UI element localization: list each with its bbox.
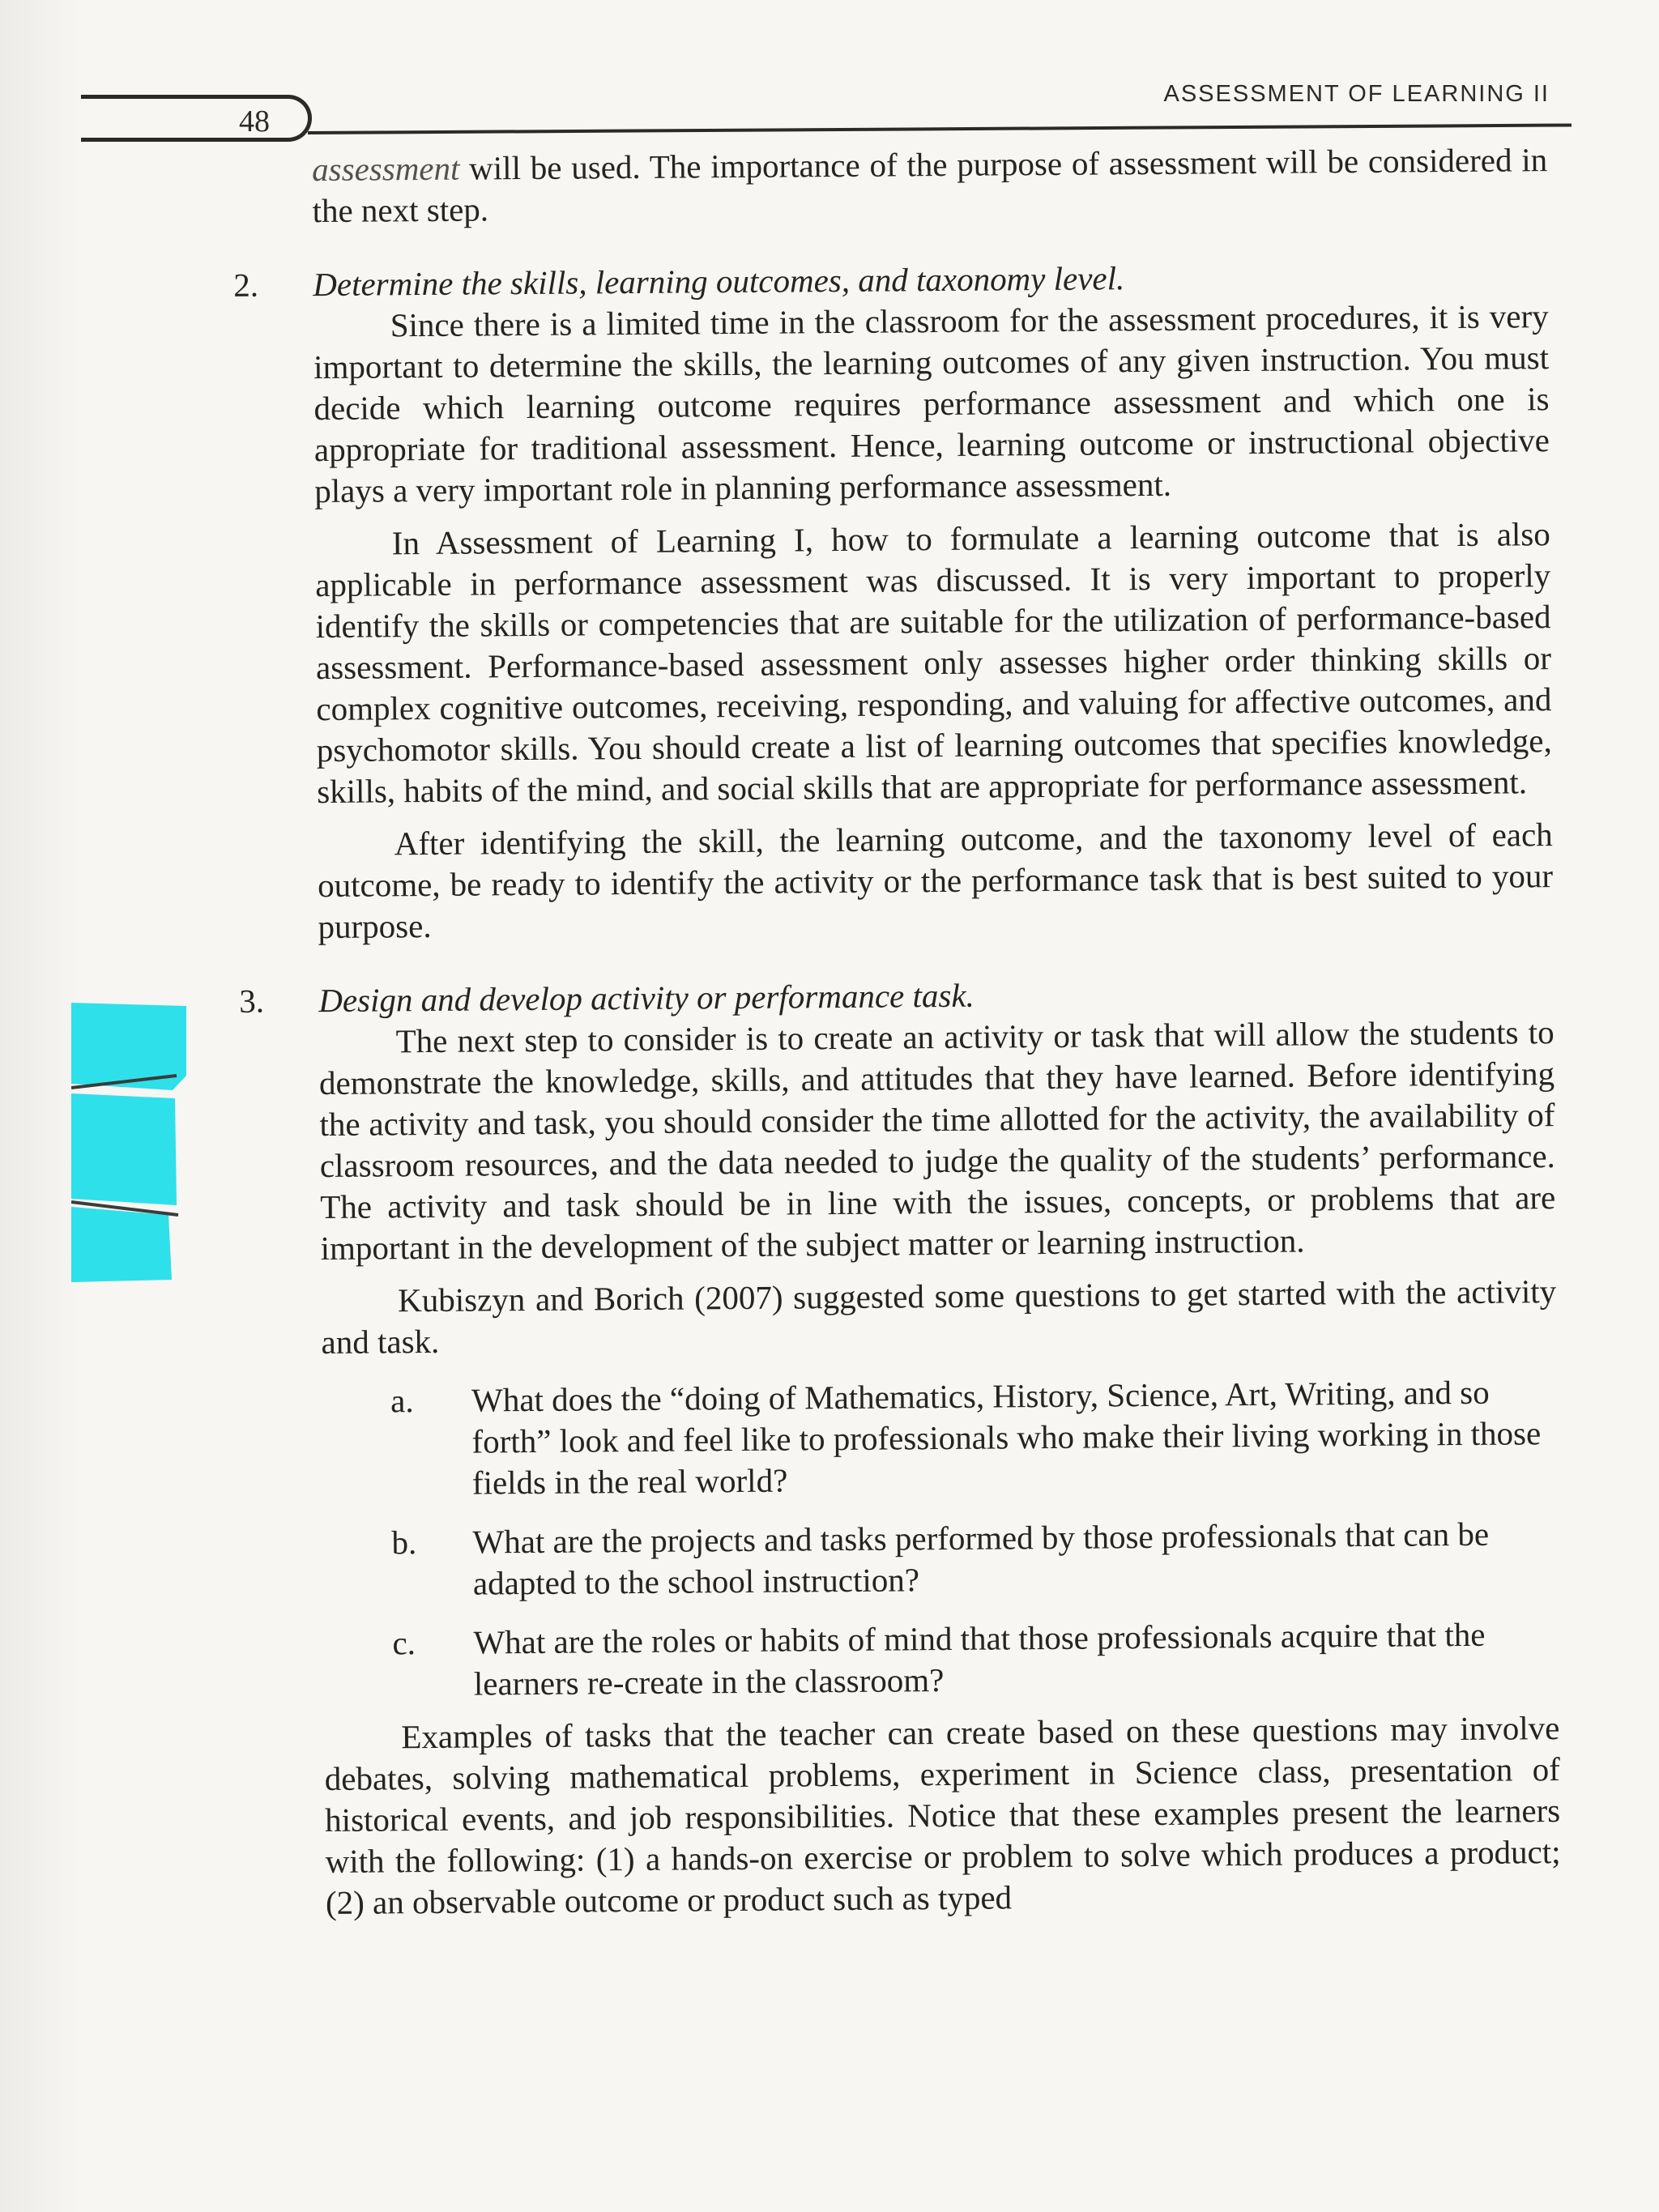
question-item — [323, 1613, 1559, 1706]
page-number-tab — [81, 95, 312, 142]
page-content — [219, 139, 1561, 1924]
header-rule — [308, 123, 1572, 134]
item-paragraph: Since there is a limited time in the classroom for the assessment procedures, it is very important to determine the skills, the learning outcomes of any given instruction. You must decide which learning outcome requires performance assessment and which one is appropriate for traditional assessment. Hence, learning outcome or instructional objective plays a very important role in planning performance assessment. — [313, 297, 1550, 510]
item-paragraph: After identifying the skill, the learning outcome, and the taxonomy level of each outcome, be ready to identify the activity or the performance task that is best suited to your purpose. — [317, 816, 1554, 946]
list-item-2 — [220, 254, 1554, 948]
sticky-tab-marker — [71, 1003, 186, 1286]
question-text: What are the projects and tasks performed by those professionals that can be adapted to the school instruction? — [472, 1515, 1490, 1602]
page-number: 48 — [239, 104, 270, 139]
question-item — [322, 1513, 1559, 1605]
question-text: What does the “doing of Mathematics, History, Science, Art, Writing, and so forth” look and feel like to professionals who make their living working in those fields in the real world? — [471, 1373, 1542, 1502]
item-title: Design and develop activity or performance task. — [318, 976, 975, 1020]
item-paragraph: Kubiszyn and Borich (2007) suggested some questions to get started with the activity and task. — [321, 1272, 1557, 1362]
item-title: Determine the skills, learning outcomes, and taxonomy level. — [313, 259, 1125, 304]
question-text: What are the roles or habits of mind that those professionals acquire that the learners re-create in the classroom? — [473, 1615, 1486, 1703]
continuation-italic-word: assessment — [312, 149, 460, 189]
sticky-tab-lower — [71, 1207, 172, 1282]
question-item — [322, 1371, 1558, 1505]
closing-paragraph: Examples of tasks that the teacher can create based on these questions may involve debates, solving mathematical problems, experiment in Science class, presentation of historical events, and job responsibilities. Notice that these examples present the learners with the following: (1) a hands-on exercise or problem to solve which produces a product; (2) an observable outcome or product such as typed — [324, 1709, 1561, 1922]
item-paragraph: The next step to consider is to create an activity or task that will allow the students to demonstrate the knowledge, skills, and attitudes that they have learned. Before identifying the activity and task, you should consider the time allotted for the activity, the availability of classroom resources, and the data needed to judge the quality of the students’ performance. The activity and task should be in line with the issues, concepts, or problems that are important in the development of the subject matter or learning instruction. — [318, 1013, 1556, 1268]
item-number: 3. — [239, 982, 265, 1020]
item-number: 2. — [233, 266, 259, 304]
continuation-paragraph — [219, 139, 1548, 232]
continuation-text: will be used. The importance of the purpose of assessment will be considered in the next step. — [312, 141, 1548, 230]
list-item-3 — [225, 970, 1561, 1924]
question-letter: c. — [392, 1624, 416, 1662]
question-letter: b. — [391, 1524, 417, 1562]
page-margin-shade — [0, 0, 77, 2212]
sticky-tab-middle — [71, 1093, 177, 1205]
running-head: ASSESSMENT OF LEARNING II — [1163, 81, 1550, 107]
question-letter: a. — [390, 1382, 414, 1420]
item-paragraph: In Assessment of Learning I, how to formulate a learning outcome that is also applicable in performance assessment was discussed. It is very important to properly identify the skills or competencies that are suitable for the utilization of performance-based assessment. Performance-based assessment only assesses higher order thinking skills or complex cognitive outcomes, receiving, responding, and valuing for affective outcomes, and psychomotor skills. You should create a list of learning outcomes that specifies knowledge, skills, habits of the mind, and social skills that are appropriate for performance assessment. — [315, 515, 1552, 811]
